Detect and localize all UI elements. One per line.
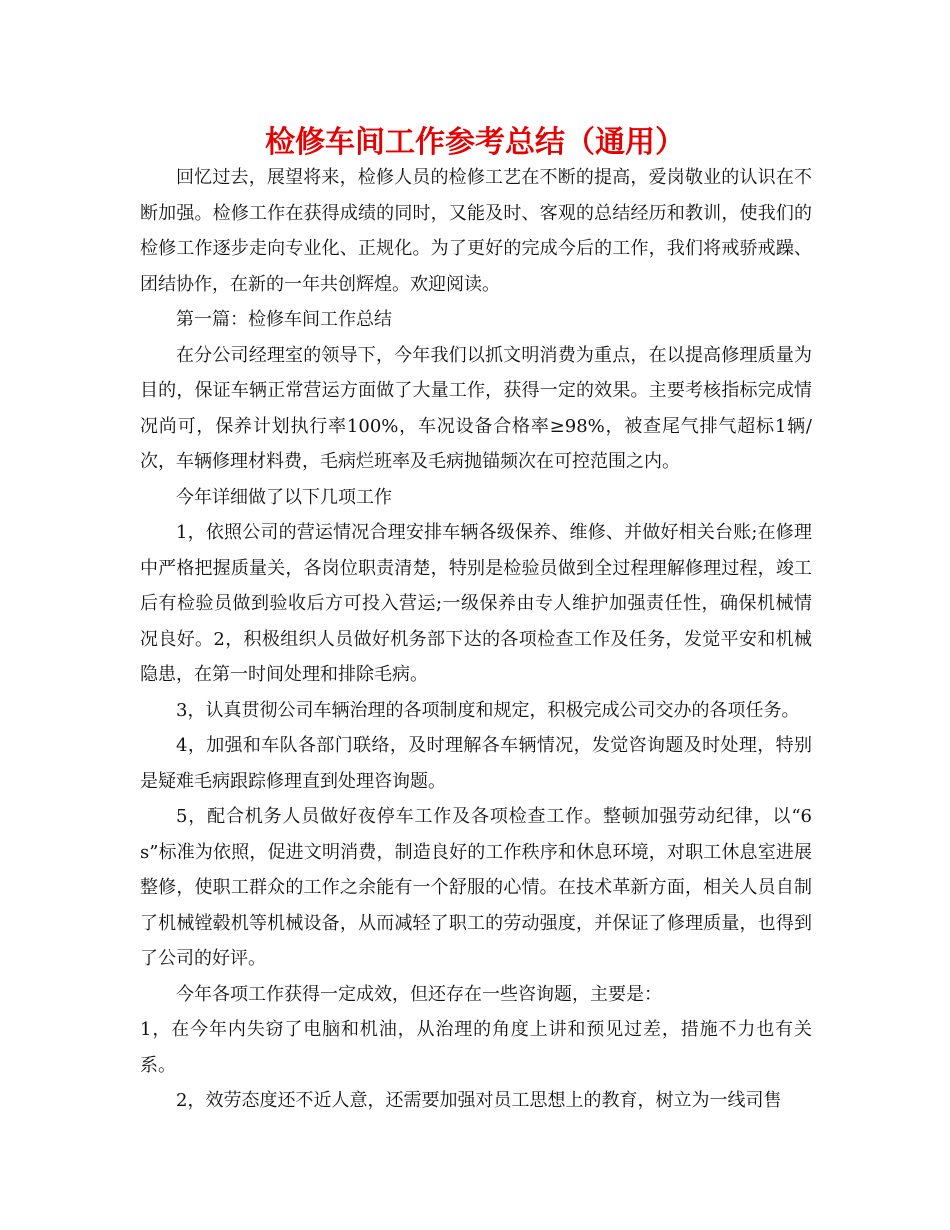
- paragraph: 5，配合机务人员做好夜停车工作及各项检查工作。整顿加强劳动纪律，以“6s”标准为依照，促进文明消费，制造良好的工作秩序和休息环境，对职工休息室进展整修，使职工群众的工作之余能有一个舒服的心情。在技术革新方面，相关人员自制了机械镗毂机等机械设备，从而减轻了职工的劳动强度，并保证了修理质量，也得到了公司的好评。: [140, 806, 812, 969]
- paragraph-intro: 回忆过去，展望将来，检修人员的检修工艺在不断的提高，爱岗敬业的认识在不断加强。检修工作在获得成绩的同时，又能及时、客观的总结经历和教训，使我们的检修工作逐步走向专业化、正规化。为了更好的完成今后的工作，我们将戒骄戒躁、团结协作，在新的一年共创辉煌。欢迎阅读。: [140, 167, 812, 295]
- document-body: [140, 160, 812, 1119]
- paragraph: 今年各项工作获得一定成效，但还存在一些咨询题，主要是：: [176, 983, 662, 1005]
- paragraph: 1，在今年内失窃了电脑和机油，从治理的角度上讲和预见过差，措施不力也有关系。: [140, 1019, 812, 1076]
- paragraph: 3，认真贯彻公司车辆治理的各项制度和规定，积极完成公司交办的各项任务。: [176, 699, 800, 721]
- section-heading: 第一篇：检修车间工作总结: [176, 309, 392, 330]
- document-title: 检修车间工作参考总结（通用）: [265, 125, 685, 160]
- paragraph: 2，效劳态度还不近人意，还需要加强对员工思想上的教育，树立为一线司售: [176, 1090, 782, 1111]
- paragraph: 4，加强和车队各部门联络，及时理解各车辆情况，发觉咨询题及时处理，特别是疑难毛病跟踪修理直到处理咨询题。: [140, 735, 812, 792]
- paragraph: 今年详细做了以下几项工作: [176, 486, 392, 508]
- paragraph: 1，依照公司的营运情况合理安排车辆各级保养、维修、并做好相关台账;在修理中严格把握质量关，各岗位职责清楚，特别是检验员做到全过程理解修理过程，竣工后有检验员做到验收后方可投入营运;一级保养由专人维护加强责任性，确保机械情况良好。2，积极组织人员做好机务部下达的各项检查工作及任务，发觉平安和机械隐患，在第一时间处理和排除毛病。: [140, 522, 812, 685]
- paragraph: 在分公司经理室的领导下，今年我们以抓文明消费为重点，在以提高修理质量为目的，保证车辆正常营运方面做了大量工作，获得一定的效果。主要考核指标完成情况尚可，保养计划执行率100%，车况设备合格率≥98%，被查尾气排气超标1辆/次，车辆修理材料费，毛病烂班率及毛病抛锚频次在可控范围之内。: [140, 344, 812, 472]
